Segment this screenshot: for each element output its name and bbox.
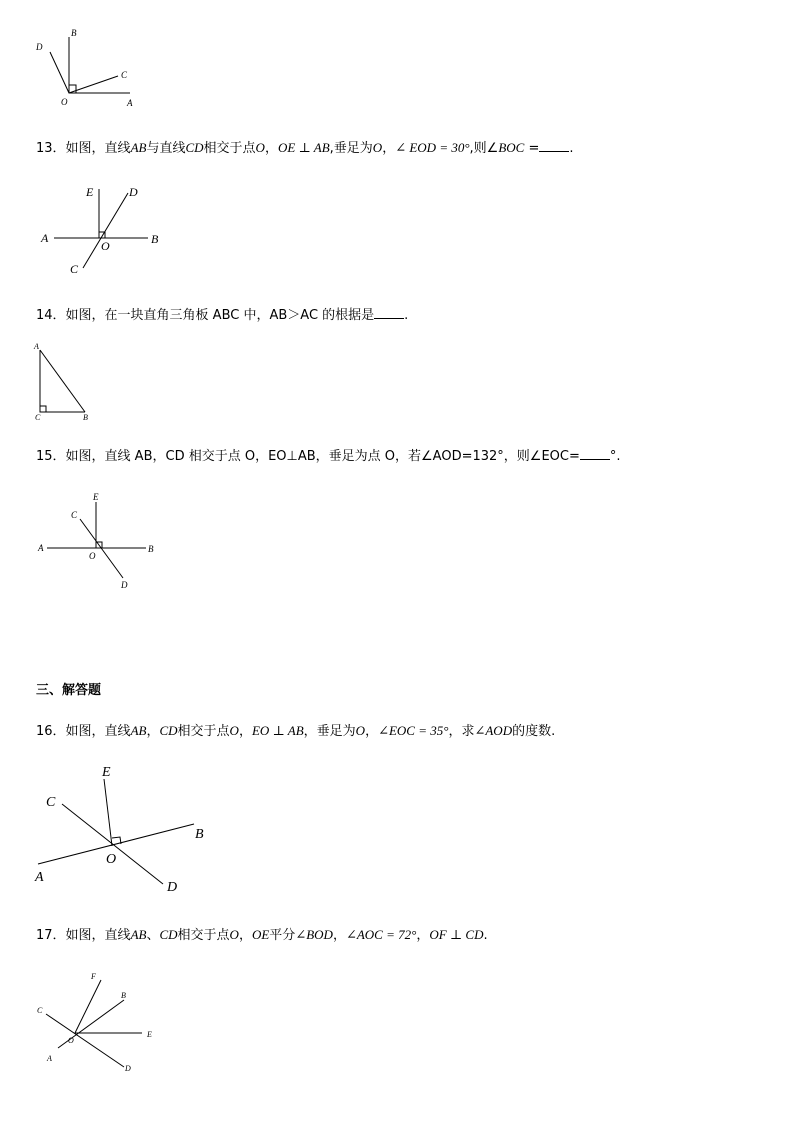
text: ， [365, 724, 379, 739]
question-number: 17． [36, 928, 66, 943]
text: 如图，直线 [65, 928, 131, 943]
text: ,则∠ [469, 141, 499, 156]
label-c: C [37, 1006, 43, 1015]
text: ， [146, 724, 160, 739]
label-o: O [106, 852, 117, 867]
text: ， [416, 928, 430, 943]
label-c: C [121, 70, 128, 80]
text: ， [382, 141, 396, 156]
question-text: 如图，在一块直角三角板 ABC 中，AB＞AC 的根据是 [65, 308, 375, 323]
question-number: 13． [36, 141, 66, 156]
label-o: O [61, 97, 68, 107]
question-number: 14． [36, 308, 66, 323]
text: . [569, 141, 574, 156]
math: CD [159, 723, 178, 738]
question-text: 如图，直线 AB，CD 相交于点 O，EO⊥AB，垂足为点 O，若∠AOD=132°，则∠EOC= [65, 449, 580, 464]
text: 如图，直线 [65, 141, 131, 156]
line-cd [46, 1014, 124, 1067]
label-o: O [101, 239, 110, 253]
math: O [229, 723, 239, 738]
label-a: A [38, 543, 44, 553]
label-d: D [125, 1064, 131, 1073]
question-number: 16． [36, 724, 66, 739]
math: EO ⊥ AB [251, 723, 304, 738]
math: O [229, 927, 239, 942]
math: CD [185, 140, 204, 155]
label-d: D [36, 42, 43, 52]
math: ∠EOC = 35° [378, 723, 449, 738]
math: O [372, 140, 383, 155]
text: ，垂足为 [303, 724, 356, 739]
text: ， [238, 724, 252, 739]
label-c: C [71, 510, 78, 520]
text: 相交于点 [177, 724, 230, 739]
label-o: O [89, 551, 96, 561]
label-c: C [46, 795, 56, 810]
text: ， [332, 928, 346, 943]
label-b: B [71, 28, 77, 38]
text: ,垂足为 [329, 141, 373, 156]
label-a: A [47, 1054, 52, 1063]
math: ∠BOD [295, 927, 333, 942]
text: ，求 [448, 724, 475, 739]
math: BOC [498, 140, 525, 155]
label-f: F [91, 972, 96, 981]
math: OE [251, 927, 270, 942]
text: 平分 [269, 928, 296, 943]
text: 相交于点 [203, 141, 256, 156]
label-a: A [41, 231, 49, 245]
label-b: B [83, 413, 88, 422]
math: ∠AOC = 72° [345, 927, 417, 942]
math: OF ⊥ CD [429, 927, 484, 942]
text: 与直线 [146, 141, 186, 156]
text: ， [238, 928, 252, 943]
label-c: C [35, 413, 41, 422]
math: O [355, 723, 366, 738]
label-c: C [70, 262, 79, 276]
label-b: B [151, 232, 159, 246]
text: ， [264, 141, 278, 156]
text: 的度数. [512, 724, 556, 739]
text: . [404, 308, 409, 323]
label-a: A [35, 870, 44, 885]
math: CD [159, 927, 178, 942]
label-a: A [127, 98, 133, 108]
text: 、 [146, 928, 160, 943]
label-b: B [195, 827, 204, 842]
text: °. [609, 449, 621, 464]
label-a: A [34, 342, 39, 351]
question-number: 15． [36, 449, 66, 464]
math: OE ⊥ AB [277, 140, 330, 155]
text: = [524, 141, 540, 156]
label-e: E [102, 765, 111, 780]
text: 如图，直线 [65, 724, 131, 739]
math: ∠AOD [474, 723, 513, 738]
label-d: D [129, 185, 138, 199]
label-e: E [86, 185, 94, 199]
label-b: B [121, 991, 126, 1000]
label-d: D [167, 880, 178, 895]
text: 相交于点 [177, 928, 230, 943]
label-d: D [121, 580, 128, 590]
label-e: E [147, 1030, 152, 1039]
math: AB [130, 723, 147, 738]
math: O [255, 140, 265, 155]
ray-of [75, 980, 101, 1033]
text: . [483, 928, 488, 943]
math: AB [130, 927, 147, 942]
label-o: O [68, 1036, 74, 1045]
math: AB [130, 140, 147, 155]
math: ∠ EOD = 30° [395, 140, 470, 155]
label-b: B [148, 544, 154, 554]
label-e: E [93, 492, 99, 502]
section-heading: 三、解答题 [36, 683, 102, 698]
